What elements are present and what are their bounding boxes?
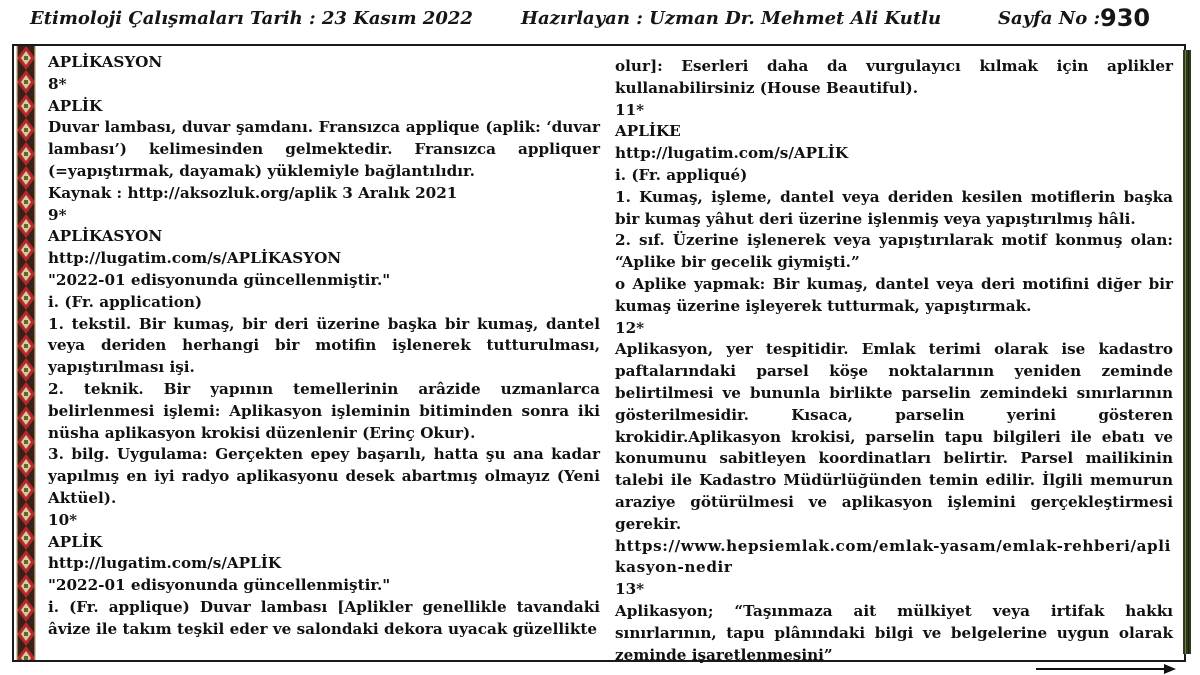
source-url: http://lugatim.com/s/APLİK: [615, 144, 849, 163]
definition-paragraph: Aplikasyon; “Taşınmaza ait mülkiyet veya irtifak hakkı sınırlarının, tapu plânındaki bilgi ve belgelerine uygun olarak zeminde işaretlenmesini”: [615, 601, 1173, 664]
paragraph-continued: olur]: Eserleri daha da vurgulayıcı kılmak için aplikler kullanabilirsiniz (House Beautiful).: [615, 57, 1173, 97]
edition-note: "2022-01 edisyonunda güncellenmiştir.": [48, 576, 391, 595]
entry-number: 11*: [615, 100, 645, 119]
kilim-pattern-icon: [16, 46, 36, 660]
left-text-column: [48, 52, 600, 641]
page-number-label: Sayfa No :: [998, 8, 1101, 29]
definition-paragraph: 2. sıf. Üzerine işlenerek veya yapıştırılarak motif konmuş olan: “Aplike bir gecelik giymişti.”: [615, 231, 1173, 272]
entry-number: 8*: [48, 74, 67, 93]
author-line: Hazırlayan : Uzman Dr. Mehmet Ali Kutlu: [521, 8, 942, 29]
entry-number: 12*: [615, 318, 645, 337]
etymology-line: i. (Fr. appliqué): [615, 165, 748, 184]
etymology-line: i. (Fr. application): [48, 292, 203, 311]
edition-note: "2022-01 edisyonunda güncellenmiştir.": [48, 270, 391, 289]
definition-paragraph: 2. teknik. Bir yapının temellerinin arâzide uzmanlarca belirlenmesi işlemi: Aplikasyon işleminin bitiminden sonra iki nüsha aplikasyon krokisi düzenlenir (Erinç Okur).: [48, 379, 600, 442]
definition-paragraph: 1. Kumaş, işleme, dantel veya deriden kesilen motiflerin başka bir kumaş yâhut deri üzerine işlenmiş veya yapıştırılmış hâli.: [615, 187, 1173, 228]
definition-paragraph: Aplikasyon, yer tespitidir. Emlak terimi olarak ise kadastro paftalarındaki parsel köşe noktalarının yeniden zeminde belirtilmesi ve bununla birlikte parselin zemindeki sınırlarının gösterilmesidir. Kısaca, parselin yerini gösteren krokidir.Aplikasyon krokisi, parselin tapu bilgileri ile ebatı ve konumunu sabitleyen koordinatları belirtir. Parsel mailikinin talebi ile Kadastro Müdürlüğünden temin edilir. İlgili memurun araziye götürülmesi ve aplikasyon işlemini gerçekleştirmesi gerekir.: [615, 340, 1173, 533]
source-url: http://lugatim.com/s/APLİK: [48, 554, 282, 573]
source-line: Kaynak : http://aksozluk.org/aplik 3 Aralık 2021: [48, 183, 458, 202]
right-text-column: [615, 56, 1173, 666]
entry-heading: APLİK: [48, 532, 103, 551]
entry-heading: APLİKASYON: [48, 53, 163, 71]
document-title: Etimoloji Çalışmaları Tarih : 23 Kasım 2022: [30, 8, 473, 29]
right-border-stripe: [1183, 50, 1191, 654]
definition-paragraph: 3. bilg. Uygulama: Gerçekten epey başarılı, hatta şu ana kadar yapılmış en iyi radyo aplikasyonu desek abartmış olmayız (Yeni Aktüel).: [48, 445, 600, 507]
entry-heading: APLİKE: [615, 122, 681, 141]
entry-heading: APLİKASYON: [48, 227, 163, 246]
page-number: 930: [1100, 4, 1151, 32]
entry-number: 10*: [48, 510, 78, 529]
entry-heading: APLİK: [48, 96, 103, 115]
source-url: https://www.hepsiemlak.com/emlak-yasam/emlak-rehberi/aplikasyon-nedir: [615, 536, 1172, 577]
paragraph: Duvar lambası, duvar şamdanı. Fransızca applique (aplik: ‘duvar lambası’) kelimesinden gelmektedir. Fransızca appliquer (=yapıştırmak, dayamak) yüklemiyle bağlantılıdır.: [48, 118, 600, 180]
page-header: [0, 0, 1200, 46]
definition-paragraph: 1. tekstil. Bir kumaş, bir deri üzerine başka bir kumaş, dantel veya deriden herhangi bir motifin işlenerek tutturulması, yapıştırılması işi.: [48, 314, 600, 377]
definition-paragraph: o Aplike yapmak: Bir kumaş, dantel veya deri motifini diğer bir kumaş üzerine işleyerek tutturmak, yapıştırmak.: [615, 274, 1173, 315]
definition-paragraph: i. (Fr. applique) Duvar lambası [Aplikler genellikle tavandaki âvize ile takım teşkil eder ve salondaki dekora uyacak güzellikte: [48, 597, 600, 638]
entry-number: 13*: [615, 580, 645, 599]
kilim-pattern-stripe: [16, 46, 36, 660]
source-url: http://lugatim.com/s/APLİKASYON: [48, 249, 342, 268]
entry-number: 9*: [48, 205, 67, 224]
dark-green-stripe-icon: [1183, 50, 1191, 654]
arrow-right-icon: [1036, 663, 1176, 675]
